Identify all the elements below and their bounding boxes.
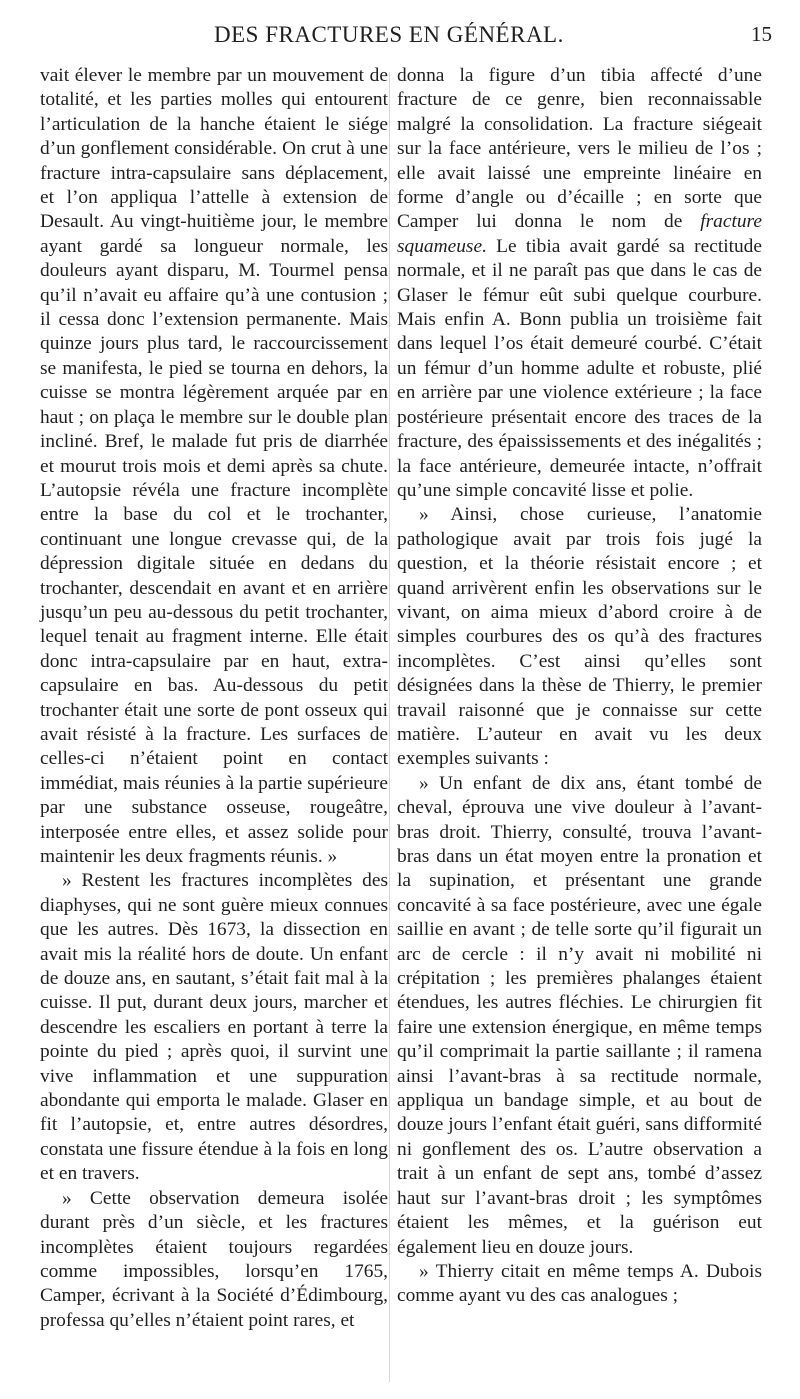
right-column bbox=[397, 64, 762, 1309]
running-title: DES FRACTURES EN GÉNÉRAL. bbox=[214, 22, 564, 47]
page-number: 15 bbox=[751, 22, 772, 46]
right-paragraph-text-b: Le tibia avait gardé sa rectitude normale, et il ne paraît pas que dans le cas de Glaser le fémur eût subi quelque courbure. Mais enfin A. Bonn publia un troisième fait dans lequel l’os était demeuré courbé. C’était un fémur d’un homme adulte et robuste, plié en arrière par une violence extérieure ; la face postérieure présentait encore des traces de la fracture, des épaississements et des inégalités ; la face antérieure, demeurée intacte, n’offrait qu’une simple concavité lisse et polie. bbox=[397, 235, 762, 501]
left-paragraph-diaphyses: » Restent les fractures incomplètes des diaphyses, qui ne sont guère mieux connues que les autres. Dès 1673, la dissection en avait mis la réalité hors de doute. Un enfant de douze ans, en sautant, s’était fait mal à la cuisse. Il put, durant deux jours, marcher et descendre les escaliers en portant à terre la pointe du pied ; après quoi, il survint une vive inflammation et une suppuration abondante qui emporta le malade. Glaser en fit l’autopsie, et, entre autres désordres, constata une fissure étendue à la fois en long et en travers. bbox=[40, 870, 388, 1185]
italic-term: fracture squameuse. bbox=[397, 211, 762, 257]
column-divider bbox=[389, 72, 390, 1382]
right-paragraph-child-case: » Un enfant de dix ans, étant tombé de cheval, éprouva une vive douleur à l’avant-bras droit. Thierry, consulté, trouva l’avant-bras dans un état moyen entre la pronation et la supination, et présentant une grande concavité à sa face postérieure, avec une égale saillie en avant ; de telle sorte qu’il figurait un arc de cercle : il n’y avait ni mobilité ni crépitation ; les premières phalanges étaient étendues, les autres fléchies. Le chirurgien fit faire une extension énergique, en même temps qu’il comprimait la partie saillante ; il ramena ainsi l’avant-bras à sa rectitude normale, appliqua un bandage simple, et au bout de douze jours l’enfant était guéri, sans difformité ni gonflement des os. L’autre observation a trait à un enfant de sept ans, tombé d’assez haut sur l’avant-bras droit ; les symptômes étaient les mêmes, et la guérison eut également lieu en douze jours. bbox=[397, 772, 762, 1258]
right-paragraph-dubois: » Thierry citait en même temps A. Dubois comme ayant vu des cas analogues ; bbox=[397, 1260, 762, 1307]
right-paragraph-anatomy: » Ainsi, chose curieuse, l’anatomie pathologique avait par trois fois jugé la question, et la théorie résistait encore ; et quand arrivèrent enfin les observations sur le vivant, on aima mieux d’abord croire à de simples courbures des os qu’à des fractures incomplètes. C’est ainsi qu’elles sont désignées dans la thèse de Thierry, le premier travail raisonné que je connaisse sur cette matière. L’auteur en avait vu les deux exemples suivants : bbox=[397, 504, 762, 770]
left-column bbox=[40, 64, 388, 1333]
running-head bbox=[0, 14, 800, 54]
left-paragraph-camper: » Cette observation demeura isolée durant près d’un siècle, et les fractures incomplètes étaient toujours regardées comme impossibles, lorsqu’en 1765, Camper, écrivant à la Société d’Édimbourg, professa qu’elles n’étaient point rares, et bbox=[40, 1187, 388, 1331]
left-paragraph-continuation: vait élever le membre par un mouvement de totalité, et les parties molles qui entourent l’articulation de la hanche étaient le siége d’un gonflement considérable. On crut à une fracture intra-capsulaire sans déplacement, et l’on appliqua l’attelle à extension de Desault. Au vingt-huitième jour, le membre ayant gardé sa longueur normale, les douleurs ayant disparu, M. Tourmel pensa qu’il n’avait eu affaire qu’à une contusion ; il cessa donc l’extension permanente. Mais quinze jours plus tard, le raccourcissement se manifesta, le pied se tourna en dehors, la cuisse se montra légèrement arquée par en haut ; on plaça le membre sur le double plan incliné. Bref, le malade fut pris de diarrhée et mourut trois mois et demi après sa chute. L’autopsie révéla une fracture incomplète entre la base du col et le trochanter, continuant une longue crevasse qui, de la dépression digitale située en dedans du trochanter, descendait en avant et en arrière jusqu’un peu au-dessous du petit trochanter, lequel tenait au fragment interne. Elle était donc intra-capsulaire par en haut, extra-capsulaire en bas. Au-dessous du petit trochanter était une sorte de pont osseux qui avait résisté à la fracture. Les surfaces de celles-ci n’étaient point en contact immédiat, mais réunies à la partie supérieure par une substance osseuse, rougeâtre, interposée entre elles, et assez solide pour maintenir les deux fragments réunis. » bbox=[40, 65, 388, 867]
right-paragraph-text-a: donna la figure d’un tibia affecté d’une fracture de ce genre, bien reconnaissable malgré la consolidation. La fracture siégeait sur la face antérieure, vers le milieu de l’os ; elle avait laissé une empreinte linéaire en forme d’angle ou d’écaille ; en sorte que Camper lui donna le nom de bbox=[397, 65, 762, 233]
right-paragraph-continuation bbox=[397, 64, 762, 503]
